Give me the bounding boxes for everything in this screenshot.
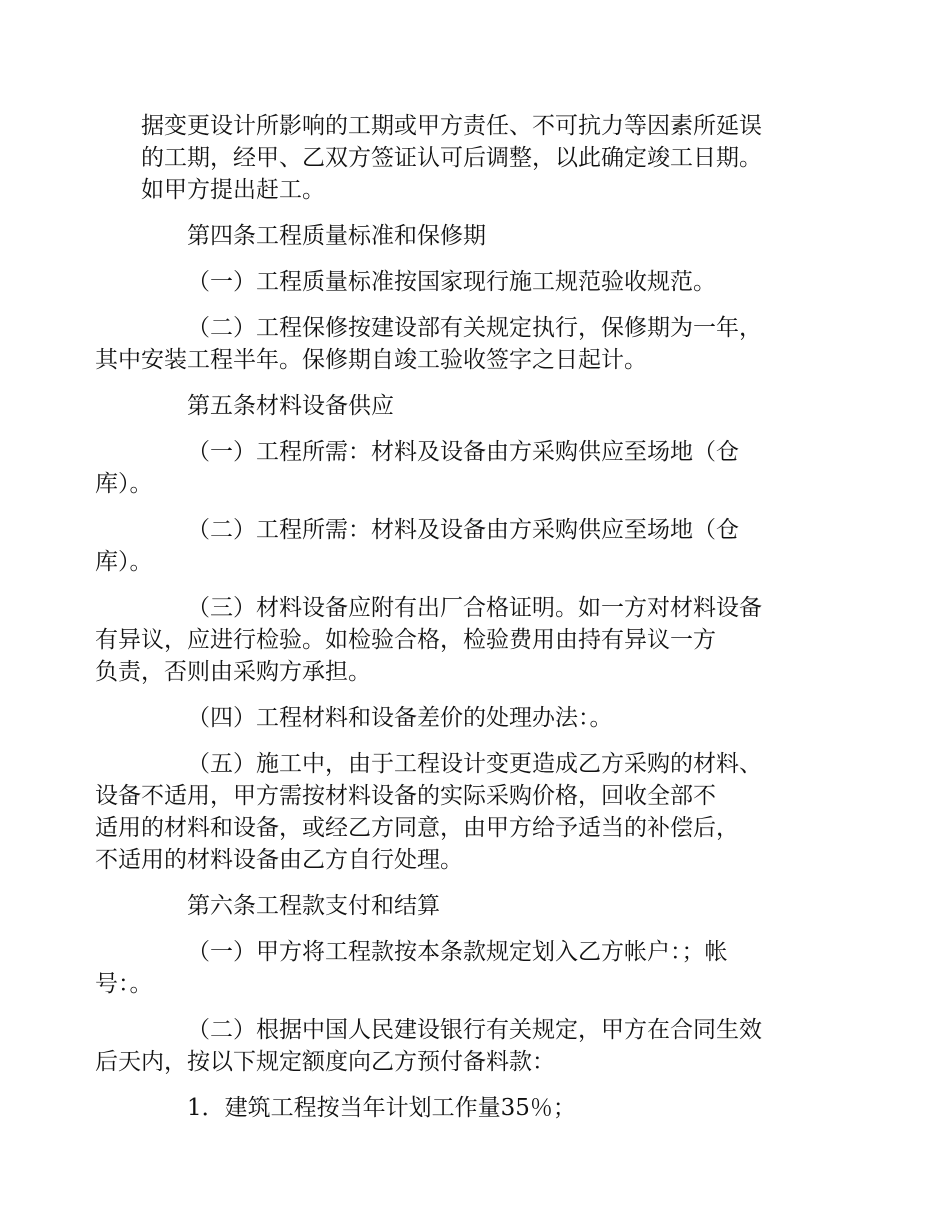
- text-line: 库）。: [95, 471, 153, 497]
- text-line: 如甲方提出赶工。: [141, 177, 325, 203]
- text-line: 据变更设计所影响的工期或甲方责任、不可抗力等因素所延误: [141, 113, 762, 139]
- text-line: 第六条工程款支付和结算: [187, 893, 440, 919]
- text-line: 1．建筑工程按当年计划工作量35％；: [187, 1095, 576, 1121]
- section-heading-article-5: [141, 390, 827, 422]
- text-line: （一）工程质量标准按国家现行施工规范验收规范。: [187, 269, 716, 295]
- list-item-1: [141, 1092, 827, 1124]
- text-line: （一）工程所需：材料及设备由方采购供应至场地（仓: [187, 439, 739, 465]
- text-line: （三）材料设备应附有出厂合格证明。如一方对材料设备: [187, 595, 762, 621]
- clause-5-1: [95, 436, 827, 500]
- text-line: （二）工程保修按建设部有关规定执行，保修期为一年，: [187, 315, 762, 341]
- clause-5-3: [95, 592, 827, 688]
- section-heading-article-4: [141, 220, 827, 252]
- paragraph-continuation: [141, 110, 827, 206]
- section-heading-article-6: [141, 890, 827, 922]
- clause-6-2: [95, 1014, 827, 1078]
- text-line: 后天内，按以下规定额度向乙方预付备料款：: [95, 1049, 555, 1075]
- text-line: 第五条材料设备供应: [187, 393, 394, 419]
- text-line: （四）工程材料和设备差价的处理办法：。: [187, 705, 613, 731]
- clause-4-2: [95, 312, 827, 376]
- text-line: （二）工程所需：材料及设备由方采购供应至场地（仓: [187, 517, 739, 543]
- clause-5-5: [95, 748, 827, 876]
- text-line: 不适用的材料设备由乙方自行处理。: [95, 847, 463, 873]
- text-line: （一）甲方将工程款按本条款规定划入乙方帐户：；帐: [187, 939, 728, 965]
- clause-4-1: [141, 266, 827, 298]
- clause-5-4: [141, 702, 827, 734]
- text-line: 有异议，应进行检验。如检验合格，检验费用由持有异议一方: [95, 627, 716, 653]
- text-line: （二）根据中国人民建设银行有关规定，甲方在合同生效: [187, 1017, 762, 1043]
- text-line: 第四条工程质量标准和保修期: [187, 223, 486, 249]
- clause-5-2: [95, 514, 827, 578]
- text-line: 的工期，经甲、乙双方签证认可后调整，以此确定竣工日期。: [141, 145, 762, 171]
- text-line: 号：。: [95, 971, 153, 997]
- text-line: 库）。: [95, 549, 153, 575]
- document-page: [95, 110, 827, 1138]
- clause-6-1: [95, 936, 827, 1000]
- text-line: 负责，否则由采购方承担。: [95, 659, 371, 685]
- text-line: 适用的材料和设备，或经乙方同意，由甲方给予适当的补偿后，: [95, 815, 739, 841]
- text-line: （五）施工中，由于工程设计变更造成乙方采购的材料、: [187, 751, 762, 777]
- text-line: 设备不适用，甲方需按材料设备的实际采购价格，回收全部不: [95, 783, 716, 809]
- text-line: 其中安装工程半年。保修期自竣工验收签字之日起计。: [95, 347, 647, 373]
